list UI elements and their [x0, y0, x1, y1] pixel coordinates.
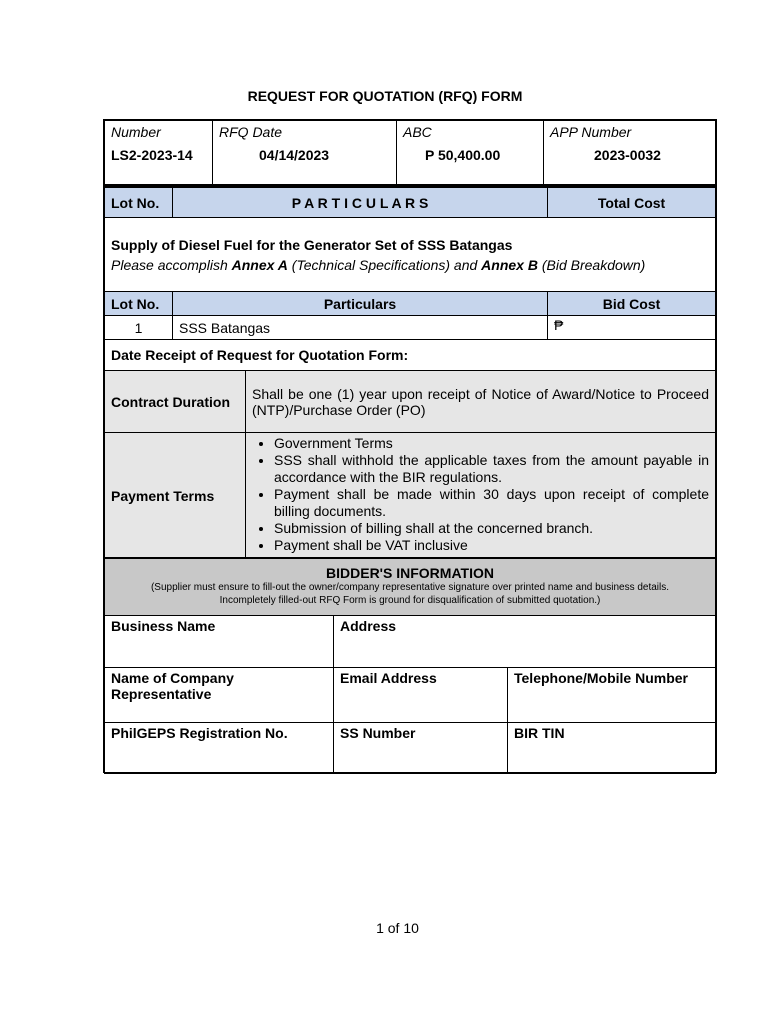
payment-term-item: • Payment shall be made within 30 days upon receipt of complete billing documents. [274, 486, 709, 520]
abc-cell [397, 121, 544, 185]
lot-no-header-2: Lot No. [105, 292, 173, 316]
bidders-info-header [105, 559, 716, 616]
form-title: REQUEST FOR QUOTATION (RFQ) FORM [247, 88, 523, 104]
lot-row-number: 1 [105, 316, 173, 340]
particulars-header: P A R T I C U L A R S [173, 188, 548, 218]
company-representative-field: Name of Company Representative [105, 668, 334, 723]
ss-number-field: SS Number [334, 723, 508, 774]
abc-value: P 50,400.00 [425, 147, 501, 163]
rfq-date-label: RFQ Date [219, 124, 283, 140]
supply-description [105, 218, 716, 292]
bid-cost-header: Bid Cost [548, 292, 716, 316]
page-number: 1 of 10 [376, 920, 419, 936]
total-cost-header: Total Cost [548, 188, 716, 218]
contract-duration-text: Shall be one (1) year upon receipt of Notice of Award/Notice to Proceed (NTP)/Purchase Order (PO) [246, 371, 716, 433]
bidders-info-title: BIDDER'S INFORMATION [326, 565, 494, 581]
rfq-date-cell [213, 121, 397, 185]
philgeps-registration-field: PhilGEPS Registration No. [105, 723, 334, 774]
email-address-field: Email Address [334, 668, 508, 723]
number-cell [105, 121, 213, 185]
bidders-information-table [103, 557, 717, 773]
payment-terms-list [246, 433, 716, 559]
payment-term-item: • Government Terms [274, 435, 709, 452]
contract-duration-label: Contract Duration [105, 371, 246, 433]
supply-title: Supply of Diesel Fuel for the Generator Set of SSS Batangas [111, 236, 513, 253]
payment-term-item: • Payment shall be VAT inclusive [274, 537, 709, 554]
particulars-table [103, 186, 717, 558]
instruction-text: (Bid Breakdown) [537, 256, 646, 273]
number-value: LS2-2023-14 [111, 147, 193, 163]
annex-instruction [111, 257, 709, 273]
instruction-text: Please accomplish [111, 256, 232, 273]
rfq-header-table [103, 119, 717, 186]
particulars-header-2: Particulars [173, 292, 548, 316]
payment-terms-label: Payment Terms [105, 433, 246, 559]
lot-no-header: Lot No. [105, 188, 173, 218]
bidders-info-note: (Supplier must ensure to fill-out the owner/company representative signature over printed name and business details. Incompletely filled-out RFQ Form is ground for disqualification of submitted quotation.) [150, 582, 670, 606]
lot-row-particular: SSS Batangas [173, 316, 548, 340]
abc-label: ABC [403, 124, 432, 140]
lot-row-bid-cost: ₱ [548, 316, 716, 340]
app-number-label: APP Number [550, 124, 632, 140]
business-name-field: Business Name [105, 616, 334, 668]
telephone-field: Telephone/Mobile Number [508, 668, 716, 723]
address-field: Address [334, 616, 716, 668]
rfq-date-value: 04/14/2023 [259, 147, 330, 163]
bir-tin-field: BIR TIN [508, 723, 716, 774]
app-number-cell [544, 121, 716, 185]
payment-term-item: • SSS shall withhold the applicable taxes from the amount payable in accordance with the BIR regulations. [274, 452, 709, 486]
number-label: Number [111, 124, 161, 140]
app-number-value: 2023-0032 [594, 147, 661, 163]
payment-term-item: • Submission of billing shall at the concerned branch. [274, 520, 709, 537]
date-receipt-label: Date Receipt of Request for Quotation Form: [105, 340, 716, 371]
annex-a-text: Annex A [231, 256, 288, 273]
instruction-text: (Technical Specifications) and [287, 256, 482, 273]
annex-b-text: Annex B [481, 256, 538, 273]
